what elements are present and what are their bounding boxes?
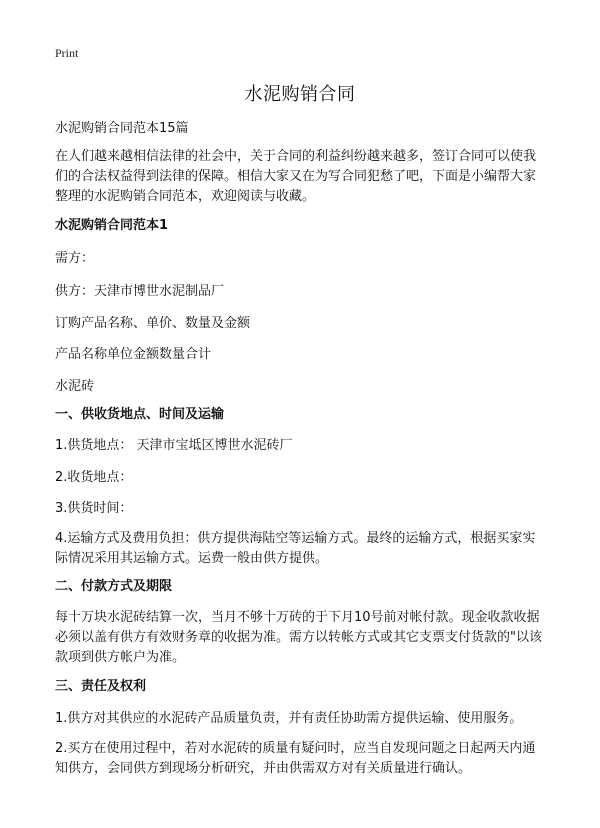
document-title: 水泥购销合同	[244, 84, 356, 105]
responsibility-item-2: 2.买方在使用过程中，若对水泥砖的质量有疑问时，应当自发现问题之日起两天内通知供方，会同供方到现场分析研究，并由供需双方对有关质量进行确认。	[55, 741, 536, 776]
section-title: 水泥购销合同范本1	[55, 218, 169, 233]
transport-paragraph: 4.运输方式及费用负担：供方提供海陆空等运输方式。最终的运输方式，根据买家实际情况采用其运输方式。运费一般由供方提供。	[55, 531, 536, 566]
seller-line: 供方：天津市博世水泥制品厂	[55, 284, 225, 299]
supply-location: 1.供货地点： 天津市宝坻区博世水泥砖厂	[55, 438, 293, 453]
product-line: 水泥砖	[55, 379, 95, 394]
heading-supply-delivery: 一、供收货地点、时间及运输	[55, 407, 225, 422]
buyer-line: 需方：	[55, 251, 95, 266]
responsibility-item-1: 1.供方对其供应的水泥砖产品质量负责，并有责任协助需方提供运输、使用服务。	[55, 711, 523, 726]
table-header-line: 产品名称单位金额数量合计	[55, 347, 212, 362]
receive-location: 2.收货地点：	[55, 470, 133, 485]
print-label[interactable]: Print	[55, 46, 79, 60]
supply-time: 3.供货时间：	[55, 501, 133, 516]
order-info-line: 订购产品名称、单价、数量及金额	[55, 316, 251, 331]
heading-payment: 二、付款方式及期限	[55, 579, 173, 594]
payment-paragraph: 每十万块水泥砖结算一次，当月不够十万砖的于下月10号前对帐付款。现金收款收据必须以盖有供方有效财务章的收据为准。需方以转帐方式或其它支票支付货款的"以该款项到供方帐户为准。	[55, 610, 542, 665]
heading-responsibility: 三、责任及权利	[55, 679, 147, 694]
intro-paragraph: 在人们越来越相信法律的社会中，关于合同的利益纠纷越来越多，签订合同可以使我们的合法权益得到法律的保障。相信大家又在为写合同犯愁了吧，下面是小编帮大家整理的水泥购销合同范本，欢迎阅读与收藏。	[55, 149, 537, 204]
document-subtitle: 水泥购销合同范本15篇	[55, 121, 189, 136]
